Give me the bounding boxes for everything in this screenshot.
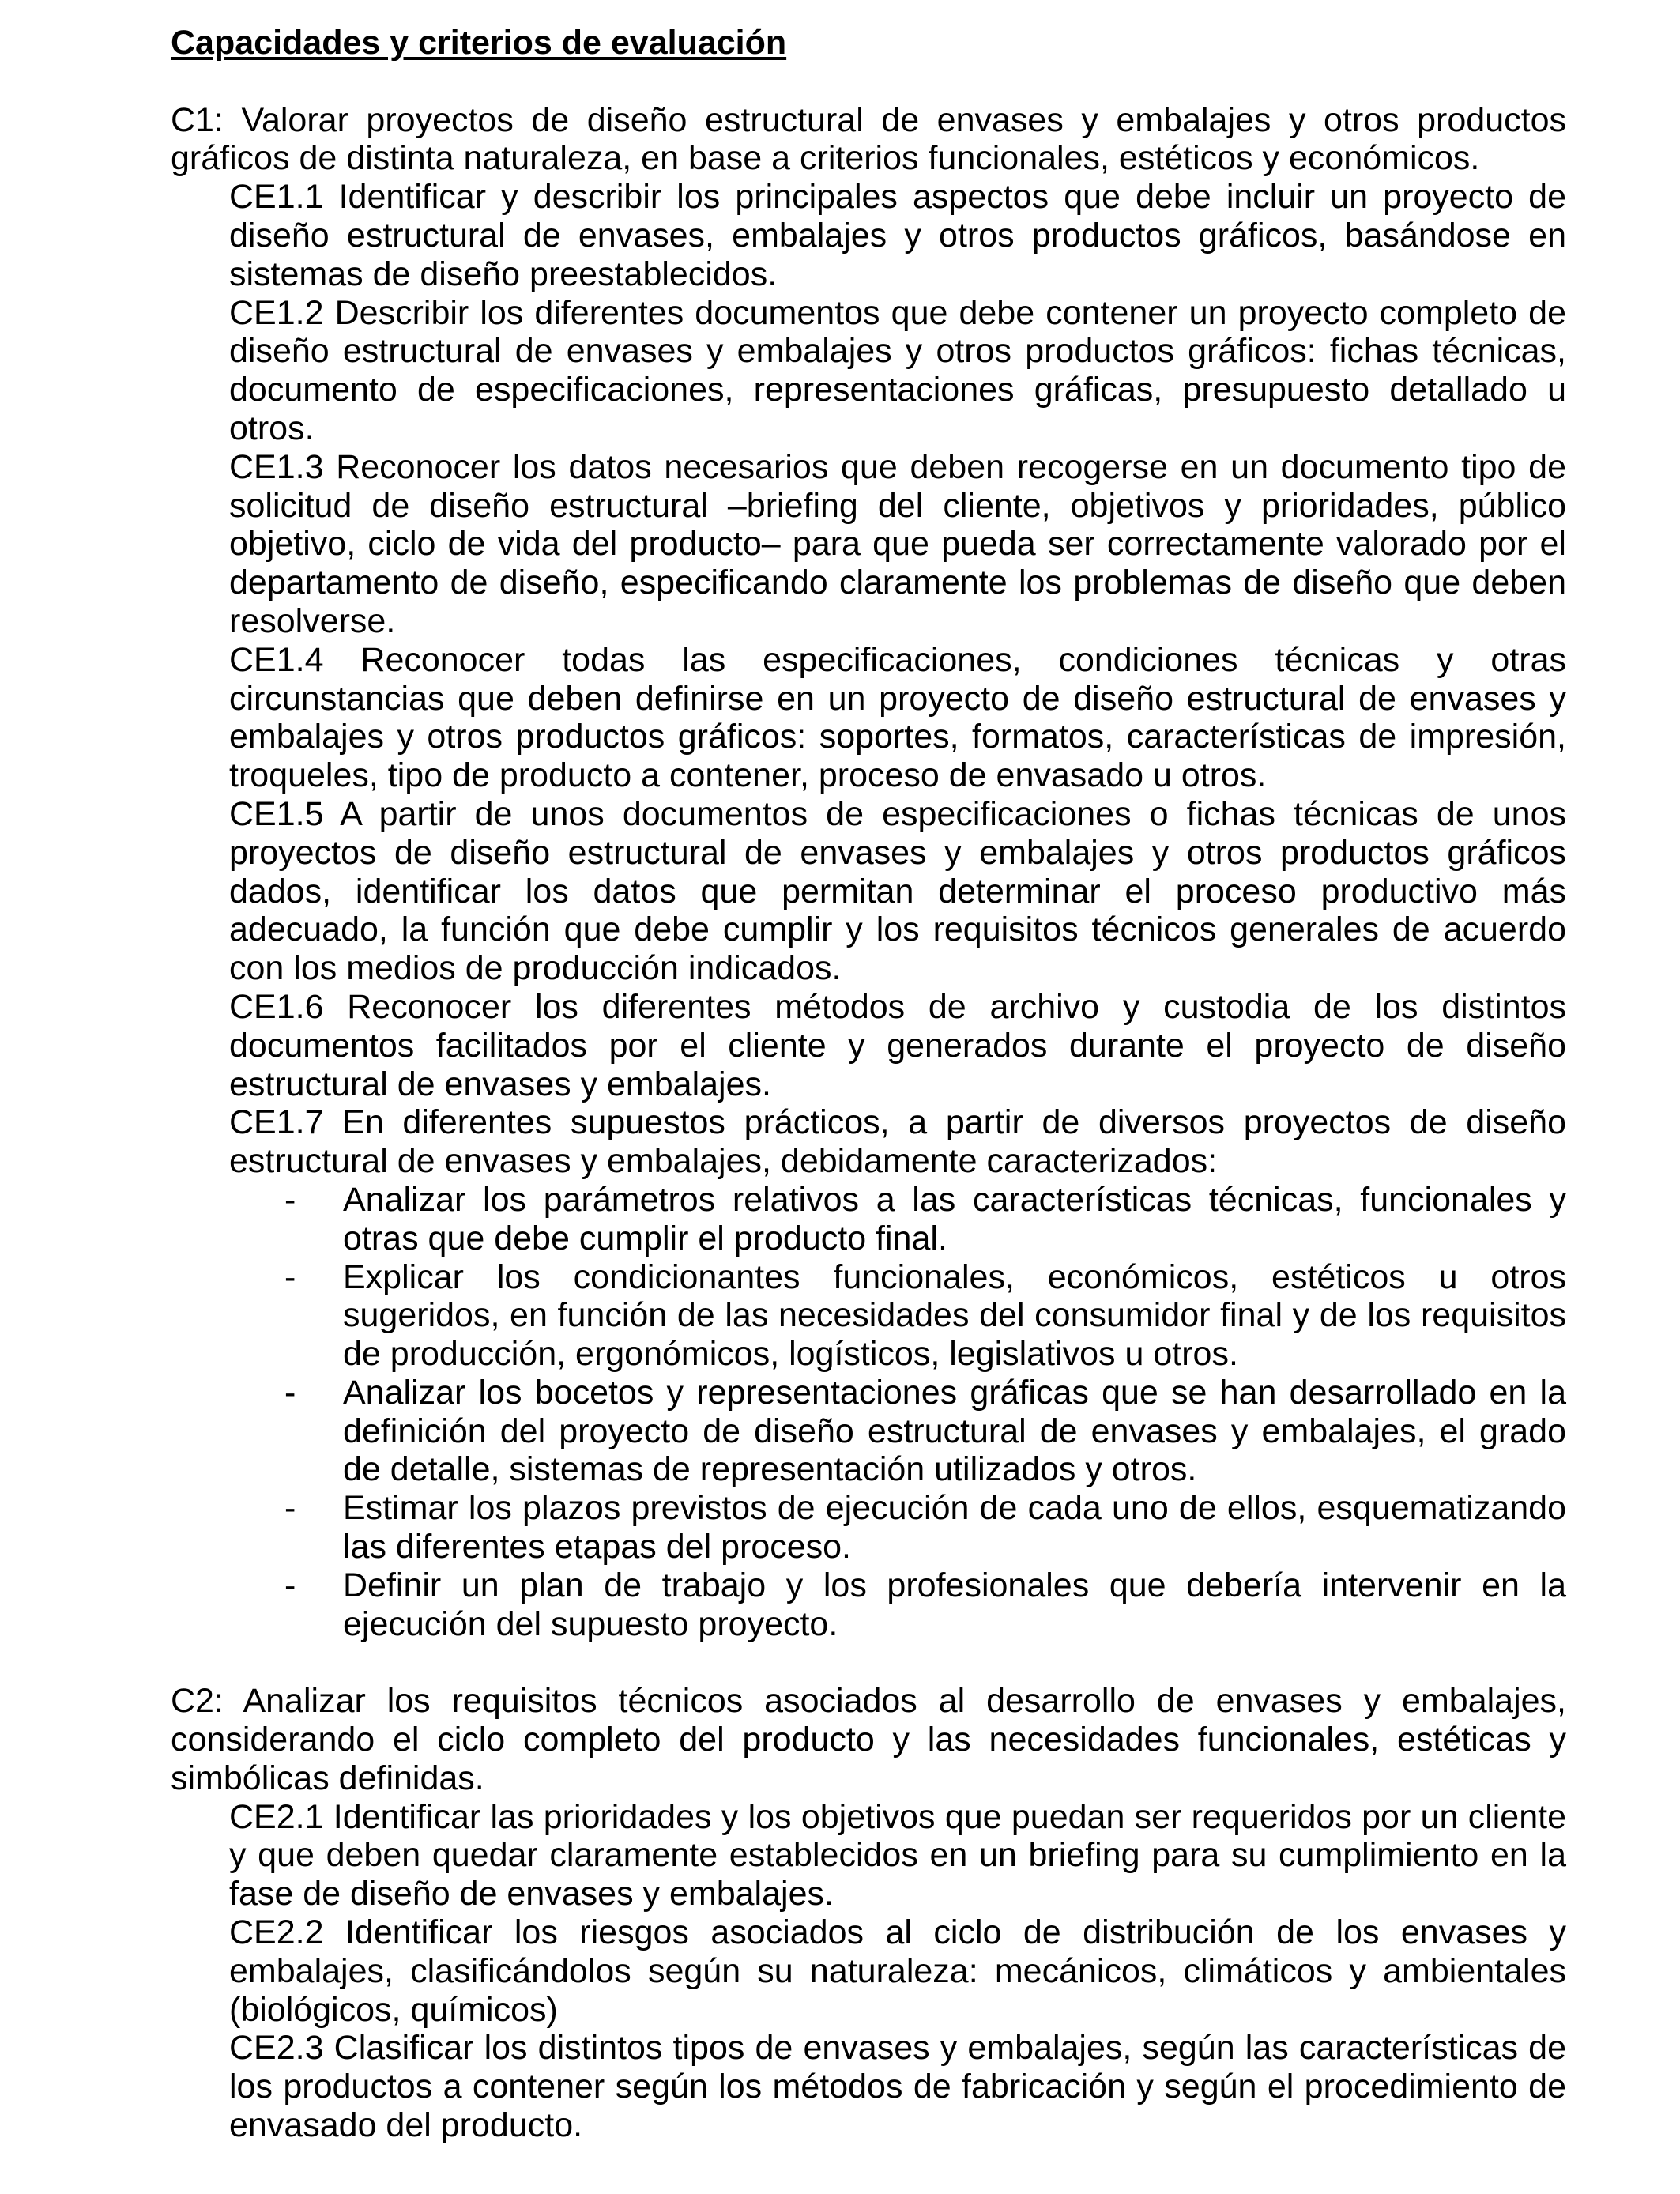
list-item-text: Analizar los parámetros relativos a las características técnicas, funcionales y otras que debe cumplir el producto final. xyxy=(343,1180,1566,1257)
list-item-text: Definir un plan de trabajo y los profesionales que debería intervenir en la ejecución del supuesto proyecto. xyxy=(343,1566,1566,1643)
list-item xyxy=(171,1566,1566,1644)
dash-bullet: - xyxy=(284,1489,296,1528)
list-item xyxy=(171,1258,1566,1374)
criterion-ce1-3: CE1.3 Reconocer los datos necesarios que deben recogerse en un documento tipo de solicitud de diseño estructural –briefing del cliente, objetivos y prioridades, público objetivo, ciclo de vida del producto– para que pueda ser correctamente valorado por el departamento de diseño, especificando claramente los problemas de diseño que deben resolverse. xyxy=(229,447,1566,640)
criterion-ce1-6: CE1.6 Reconocer los diferentes métodos de archivo y custodia de los distintos documentos facilitados por el cliente y generados durante el proyecto de diseño estructural de envases y embalajes. xyxy=(229,987,1566,1103)
list-item xyxy=(171,1374,1566,1489)
dash-bullet: - xyxy=(284,1257,296,1296)
section-heading: Capacidades y criterios de evaluación xyxy=(171,24,787,62)
criterion-ce1-2: CE1.2 Describir los diferentes documentos que debe contener un proyecto completo de diseño estructural de envases y embalajes y otros productos gráficos: fichas técnicas, documento de especificaciones, representaciones gráficas, presupuesto detallado u otros. xyxy=(229,293,1566,447)
list-item-text: Explicar los condicionantes funcionales, económicos, estéticos u otros sugeridos, en función de las necesidades del consumidor final y de los requisitos de producción, ergonómicos, logísticos, legislativos u otros. xyxy=(343,1257,1566,1374)
dash-bullet: - xyxy=(284,1566,296,1604)
paragraph-spacer xyxy=(171,1643,1566,1682)
capacity-c2: C2: Analizar los requisitos técnicos asociados al desarrollo de envases y embalajes, considerando el ciclo completo del producto y las necesidades funcionales, estéticas y simbólicas definidas. xyxy=(171,1682,1566,1797)
criterion-ce2-2: CE2.2 Identificar los riesgos asociados al ciclo de distribución de los envases y embalajes, clasificándolos según su naturaleza: mecánicos, climáticos y ambientales (biológicos, químicos) xyxy=(229,1913,1566,2029)
document-page xyxy=(171,24,1566,2145)
dash-bullet: - xyxy=(284,1373,296,1412)
list-item-text: Estimar los plazos previstos de ejecución de cada uno de ellos, esquematizando las diferentes etapas del proceso. xyxy=(343,1489,1566,1566)
capacity-c1: C1: Valorar proyectos de diseño estructural de envases y embalajes y otros productos gráficos de distinta naturaleza, en base a criterios funcionales, estéticos y económicos. xyxy=(171,100,1566,178)
list-item xyxy=(171,1181,1566,1258)
list-item-text: Analizar los bocetos y representaciones gráficas que se han desarrollado en la definición del proyecto de diseño estructural de envases y embalajes, el grado de detalle, sistemas de representación utilizados y otros. xyxy=(343,1373,1566,1489)
criterion-ce1-1: CE1.1 Identificar y describir los principales aspectos que debe incluir un proyecto de diseño estructural de envases, embalajes y otros productos gráficos, basándose en sistemas de diseño preestablecidos. xyxy=(229,178,1566,293)
dash-bullet: - xyxy=(284,1180,296,1219)
criterion-ce1-5: CE1.5 A partir de unos documentos de especificaciones o fichas técnicas de unos proyectos de diseño estructural de envases y embalajes y otros productos gráficos dados, identificar los datos que permitan determinar el proceso productivo más adecuado, la función que debe cumplir y los requisitos técnicos generales de acuerdo con los medios de producción indicados. xyxy=(229,794,1566,988)
ce1-7-sublist xyxy=(171,1181,1566,1644)
criterion-ce2-3: CE2.3 Clasificar los distintos tipos de envases y embalajes, según las características de los productos a contener según los métodos de fabricación y según el procedimiento de envasado del producto. xyxy=(229,2029,1566,2145)
criterion-ce2-1: CE2.1 Identificar las prioridades y los objetivos que puedan ser requeridos por un cliente y que deben quedar claramente establecidos en un briefing para su cumplimiento en la fase de diseño de envases y embalajes. xyxy=(229,1797,1566,1913)
list-item xyxy=(171,1489,1566,1566)
criterion-ce1-7: CE1.7 En diferentes supuestos prácticos, a partir de diversos proyectos de diseño estructural de envases y embalajes, debidamente caracterizados: xyxy=(229,1103,1566,1181)
criterion-ce1-4: CE1.4 Reconocer todas las especificaciones, condiciones técnicas y otras circunstancias que deben definirse en un proyecto de diseño estructural de envases y embalajes y otros productos gráficos: soportes, formatos, características de impresión, troqueles, tipo de producto a contener, proceso de envasado u otros. xyxy=(229,640,1566,795)
